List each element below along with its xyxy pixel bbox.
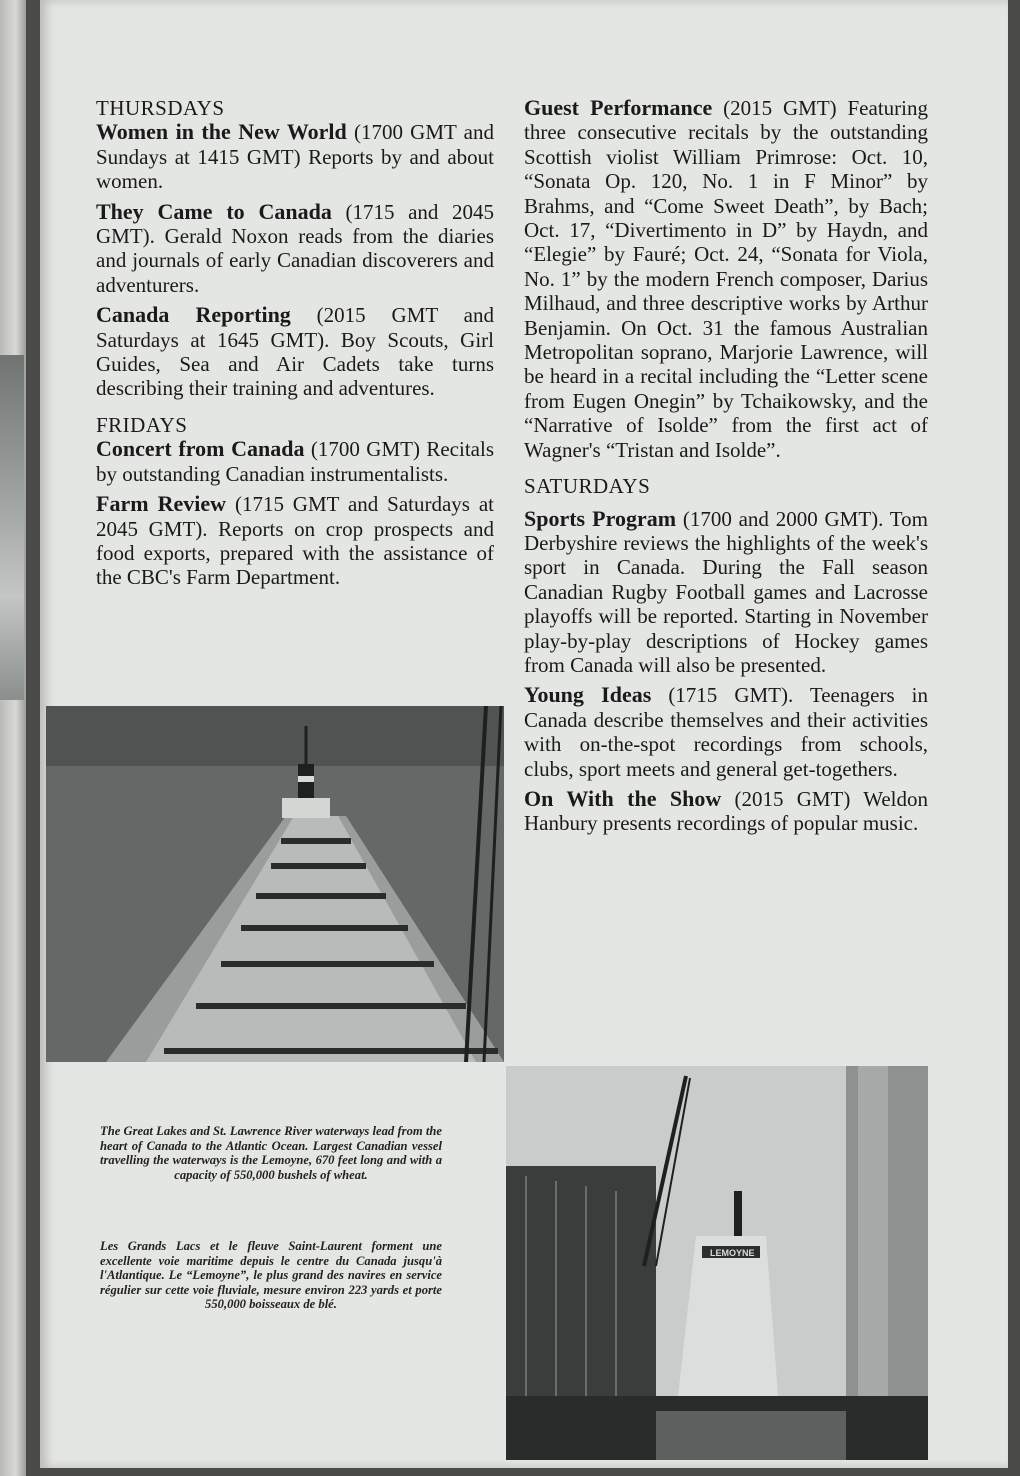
program-on-with-the-show: [524, 787, 928, 836]
right-column: [524, 96, 928, 842]
program-sports-program: [524, 507, 928, 678]
program-they-came-to-canada: [96, 200, 494, 298]
program-title: Canada Reporting: [96, 302, 291, 328]
program-title: They Came to Canada: [96, 198, 332, 224]
ship-deck-photo: [46, 706, 504, 1062]
ship-deck-illustration: [46, 706, 504, 1062]
program-details: (2015 GMT) Weldon Hanbury presents recordings of popular music.: [524, 786, 928, 836]
program-women-in-the-new-world: [96, 120, 494, 193]
program-details: (1700 GMT and Sundays at 1415 GMT) Reports by and about women.: [96, 120, 495, 194]
program-title: Concert from Canada: [96, 436, 305, 462]
program-title: Farm Review: [96, 491, 227, 517]
caption-french: Les Grands Lacs et le fleuve Saint-Laurent forment une excellente voie maritime depuis le centre du Canada jusqu'à l'Atlantique. Le “Lemoyne”, le plus grand des navires en service régulier sur cette voie fluviale, mesure environ 223 yards et porte 550,000 boisseaux de blé.: [100, 1239, 442, 1312]
program-title: On With the Show: [524, 785, 722, 811]
program-details: (2015 GMT) Featuring three consecutive recitals by the outstanding Scottish violist William Primrose: Oct. 10, “Sonata Op. 120, No. 1 in F Minor” by Brahms, and “Come Sweet Death”, by Bach; Oct. 17, “Divertimento in D” by Haydn, and “Elegie” by Fauré; Oct. 24, “Sonata for Viola, No. 1” by the modern French composer, Darius Milhaud, and three descriptive works by Arthur Benjamin. On Oct. 31 the famous Australian Metropolitan soprano, Marjorie Lawrence, will be heard in a recital including the “Letter scene from Eugen Onegin” by Tchaikowsky, and the “Narrative of Isolde” from the first act of Wagner's “Tristan and Isolde”.: [524, 96, 928, 462]
caption-english: The Great Lakes and St. Lawrence River waterways lead from the heart of Canada to the Atlantic Ocean. Largest Canadian vessel travelling the waterways is the Lemoyne, 670 feet long and with a capacity of 550,000 bushels of wheat.: [100, 1124, 442, 1182]
program-details: (1700 GMT) Recitals by outstanding Canadian instrumentalists.: [96, 437, 494, 486]
program-young-ideas: [524, 683, 928, 781]
ship-in-lock-photo: [506, 1066, 928, 1460]
program-title: Young Ideas: [524, 682, 652, 708]
saturdays-heading: SATURDAYS: [524, 474, 651, 499]
brochure-page: [40, 0, 1008, 1468]
previous-page-edge: [0, 0, 26, 1476]
program-farm-review: [96, 492, 494, 590]
program-canada-reporting: [96, 303, 494, 401]
program-details: (1715 and 2045 GMT). Gerald Noxon reads from the diaries and journals of early Canadian discoverers and adventurers.: [96, 199, 494, 297]
thursdays-heading: THURSDAYS: [96, 96, 225, 120]
program-details: (1700 and 2000 GMT). Tom Derbyshire reviews the highlights of the week's sport in Canada. During the Fall season Canadian Rugby Football games and Lacrosse playoffs will be reported. Starting in November play-by-play descriptions of Hockey games from Canada will also be presented.: [524, 506, 928, 677]
program-guest-performance: [524, 96, 928, 462]
program-details: (2015 GMT and Saturdays at 1645 GMT). Boy Scouts, Girl Guides, Sea and Air Cadets take turns describing their training and adventures.: [96, 303, 495, 401]
program-title: Guest Performance: [524, 95, 713, 120]
program-title: Sports Program: [524, 505, 677, 531]
program-title: Women in the New World: [96, 119, 347, 145]
program-concert-from-canada: [96, 437, 494, 486]
previous-page-photo: [0, 355, 24, 700]
left-column: [96, 96, 494, 596]
ship-in-lock-illustration: [506, 1066, 928, 1460]
fridays-heading: FRIDAYS: [96, 412, 188, 437]
program-details: (1715 GMT). Teenagers in Canada describe themselves and their activities with on-the-spot recordings from schools, clubs, sport meets and general get-togethers.: [524, 683, 929, 781]
program-details: (1715 GMT and Saturdays at 2045 GMT). Reports on crop prospects and food exports, prepared with the assistance of the CBC's Farm Department.: [96, 492, 495, 590]
ship-name-label: LEMOYNE: [710, 1248, 755, 1258]
